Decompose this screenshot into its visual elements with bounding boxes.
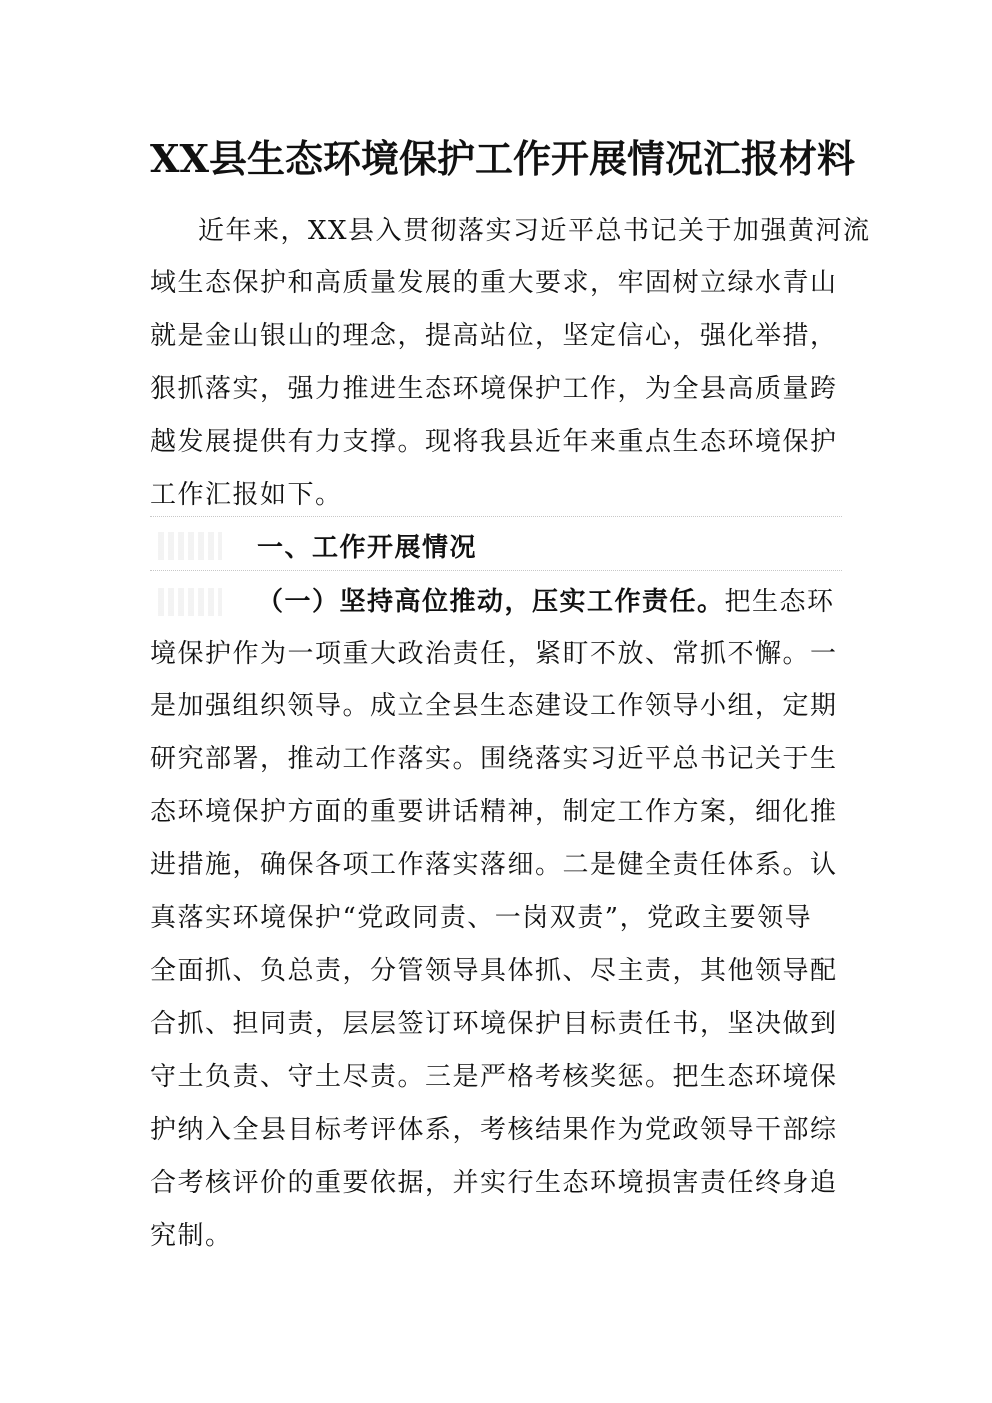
body-line: 全面抓、负总责，分管领导具体抓、尽主责，其他领导配 [150, 956, 838, 986]
document-title: XX县生态环境保护工作开展情况汇报材料 [150, 136, 855, 181]
intro-line: 域生态保护和高质量发展的重大要求，牢固树立绿水青山 [150, 268, 838, 298]
body-line: 真落实环境保护“党政同责、一岗双责”，党政主要领导 [150, 903, 813, 933]
section-divider [150, 570, 842, 571]
body-line: 境保护作为一项重大政治责任，紧盯不放、常抓不懈。一 [150, 639, 838, 669]
subsection-heading: （一）坚持高位推动，压实工作责任。 [257, 587, 725, 617]
body-line: 合考核评价的重要依据，并实行生态环境损害责任终身追 [150, 1168, 838, 1198]
section-divider [150, 516, 842, 517]
intro-line: 工作汇报如下。 [150, 480, 343, 510]
faint-marks [158, 588, 222, 616]
intro-line: 狠抓落实，强力推进生态环境保护工作，为全县高质量跨 [150, 374, 838, 404]
body-line: 进措施，确保各项工作落实落细。二是健全责任体系。认 [150, 850, 838, 880]
body-line: 态环境保护方面的重要讲话精神，制定工作方案，细化推 [150, 797, 838, 827]
body-line: 守土负责、守土尽责。三是严格考核奖惩。把生态环境保 [150, 1062, 838, 1092]
intro-line: 就是金山银山的理念，提高站位，坚定信心，强化举措， [150, 321, 838, 351]
subsection-first-line [257, 586, 835, 618]
intro-line: 越发展提供有力支撑。现将我县近年来重点生态环境保护 [150, 427, 838, 457]
body-line: 是加强组织领导。成立全县生态建设工作领导小组，定期 [150, 691, 838, 721]
section-heading: 一、工作开展情况 [257, 533, 478, 563]
body-line: 合抓、担同责，层层签订环境保护目标责任书，坚决做到 [150, 1009, 838, 1039]
body-line: 研究部署，推动工作落实。围绕落实习近平总书记关于生 [150, 744, 838, 774]
subsection-text: 把生态环 [724, 587, 835, 617]
body-line: 究制。 [150, 1221, 233, 1251]
intro-line: 近年来，XX县入贯彻落实习近平总书记关于加强黄河流 [198, 216, 871, 246]
faint-marks [158, 532, 222, 560]
body-line: 护纳入全县目标考评体系，考核结果作为党政领导干部综 [150, 1115, 838, 1145]
